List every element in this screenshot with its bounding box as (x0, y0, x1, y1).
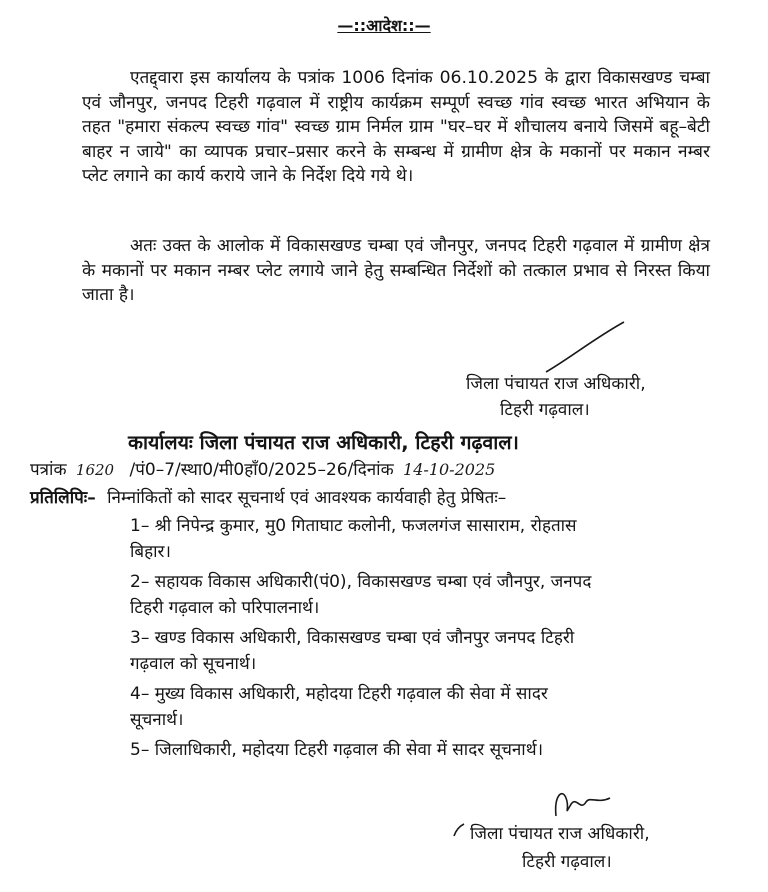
signature-mark (548, 786, 618, 826)
recipient-2-line-1: 2– सहायक विकास अधिकारी(पं0), विकासखण्ड चम्बा एवं जौनपुर, जनपद (130, 572, 592, 592)
reference-prefix: पत्रांक (30, 460, 67, 480)
office-title: कार्यालयः जिला पंचायत राज अधिकारी, टिहरी गढ़वाल। (128, 431, 519, 454)
recipient-3-line-2: गढ़वाल को सूचनार्थ। (130, 654, 257, 674)
signatory-district: टिहरी गढ़वाल। (522, 852, 612, 872)
order-paragraph-1: एतद्द्वारा इस कार्यालय के पत्रांक 1006 दिनांक 06.10.2025 के द्वारा विकासखण्ड चम्बा एवं जौनपुर, जनपद टिहरी गढ़वाल में राष्ट्रीय कार्यक्रम सम्पूर्ण स्वच्छ गांव स्वच्छ भारत अभियान के तहत "हमारा संकल्प स्वच्छ गांव" स्वच्छ ग्राम निर्मल ग्राम "घर–घर में शौचालय बनाये जिसमें बहू–बेटी बाहर न जाये" का व्यापक प्रचार–प्रसार करने के सम्बन्ध में ग्रामीण क्षेत्र के मकानों पर मकान नम्बर प्लेट लगाने का कार्य कराये जाने के निर्देश दिये गये थे। (82, 68, 710, 186)
copy-intro: निम्नांकितों को सादर सूचनार्थ एवं आवश्यक कार्यवाही हेतु प्रेषितः– (107, 488, 507, 508)
order-paragraph-2: अतः उक्त के आलोक में विकासखण्ड चम्बा एवं जौनपुर, जनपद टिहरी गढ़वाल में ग्रामीण क्षेत्र के मकानों पर मकान नम्बर प्लेट लगाये जाने हेतु सम्बन्धित निर्देशों को तत्काल प्रभाव से निरस्त किया जाता है। (82, 236, 710, 305)
recipient-5-line-1: 5– जिलाधिकारी, महोदया टिहरी गढ़वाल की सेवा में सादर सूचनार्थ। (130, 740, 544, 760)
recipient-4-line-2: सूचनार्थ। (130, 710, 184, 730)
reference-line (30, 458, 495, 482)
recipient-4-line-1: 4– मुख्य विकास अधिकारी, महोदया टिहरी गढ़वाल की सेवा में सादर (130, 684, 548, 704)
copy-label: प्रतिलिपिः– (30, 488, 96, 508)
reference-code: /पं0–7/स्था0/मी0हाँ0/2025–26/दिनांक (129, 460, 394, 480)
order-heading: —::आदेश::— (337, 16, 431, 35)
recipient-1-line-2: बिहार। (130, 542, 171, 562)
recipient-2-line-2: टिहरी गढ़वाल को परिपालनार्थ। (130, 598, 320, 618)
recipient-1-line-1: 1– श्री निपेन्द्र कुमार, मु0 गिताघाट कलोनी, फजलगंज सासाराम, रोहतास (130, 516, 577, 536)
reference-number-handwritten: 1620 (75, 461, 115, 479)
tick-mark (452, 822, 466, 838)
signatory-designation: जिला पंचायत राज अधिकारी, (466, 374, 646, 394)
copy-line (30, 486, 506, 510)
recipient-3-line-1: 3– खण्ड विकास अधिकारी, विकासखण्ड चम्बा एवं जौनपुर जनपद टिहरी (130, 628, 575, 648)
signatory-district: टिहरी गढ़वाल। (500, 400, 590, 420)
signatory-designation: जिला पंचायत राज अधिकारी, (470, 824, 650, 844)
signature-mark (540, 318, 630, 378)
reference-date-handwritten: 14-10-2025 (403, 460, 496, 479)
